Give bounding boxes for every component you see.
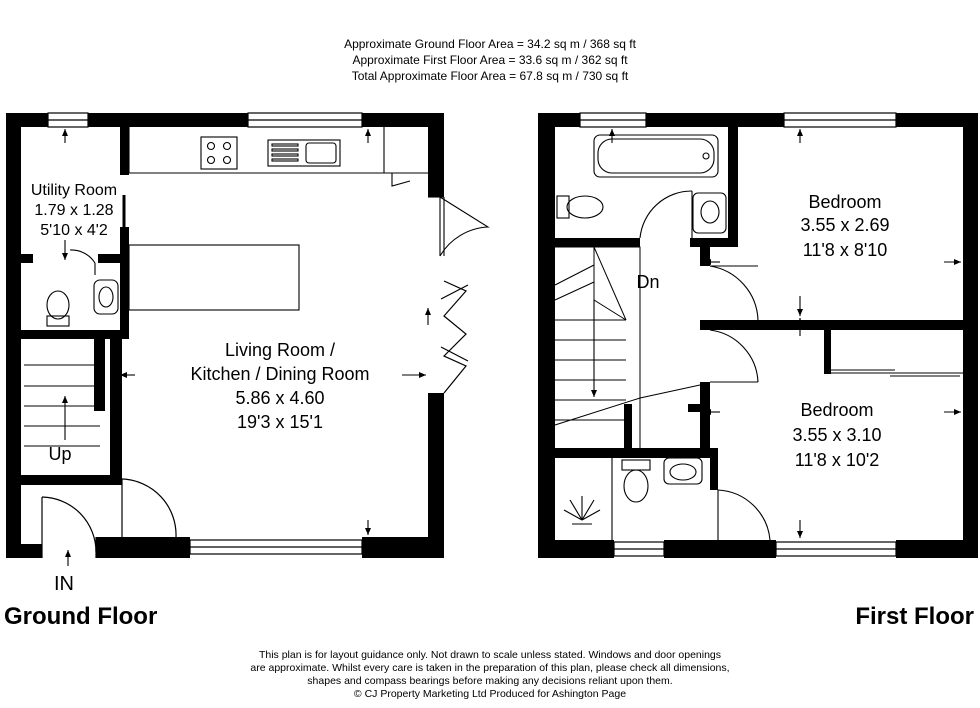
- copyright-line: © CJ Property Marketing Ltd Produced for Ashington Page: [353, 688, 627, 700]
- first-floor-title: First Floor: [855, 603, 974, 630]
- door-swing: [428, 197, 488, 256]
- disclaimer-line-2: are approximate. Whilst every care is taken in the preparation of this plan, please check all dimensions,: [250, 662, 730, 674]
- disclaimer-line-3: shapes and compass bearings before making any decisions reliant upon them.: [307, 675, 673, 687]
- living-room-imperial: 19'3 x 15'1: [237, 412, 323, 432]
- window: [190, 540, 362, 554]
- entrance-label: IN: [54, 573, 74, 595]
- utility-room-name: Utility Room: [30, 182, 118, 199]
- window: [248, 113, 362, 127]
- bedroom2-imperial: 11'8 x 10'2: [794, 450, 880, 470]
- living-room-metric: 5.86 x 4.60: [235, 388, 325, 408]
- door-swing: [122, 479, 176, 537]
- first-floor-area: Approximate First Floor Area = 33.6 sq m / 362 sq ft: [352, 53, 628, 67]
- utility-room-imperial: 5'10 x 4'2: [40, 222, 108, 239]
- living-room-name-line2: Kitchen / Dining Room: [190, 364, 370, 384]
- utility-room-metric: 1.79 x 1.28: [34, 202, 114, 219]
- bedroom2-metric: 3.55 x 3.10: [792, 425, 882, 445]
- window: [48, 113, 88, 127]
- disclaimer-line-1: This plan is for layout guidance only. Not drawn to scale unless stated. Windows and door openings: [258, 649, 722, 661]
- total-floor-area: Total Approximate Floor Area = 67.8 sq m / 730 sq ft: [351, 69, 629, 83]
- ground-floor-title: Ground Floor: [4, 603, 158, 630]
- bedroom1-name: Bedroom: [808, 192, 882, 212]
- bedroom1-imperial: 11'8 x 8'10: [802, 240, 888, 260]
- stairs-down-label: Dn: [636, 272, 660, 292]
- bedroom1-metric: 3.55 x 2.69: [800, 215, 890, 235]
- bedroom2-name: Bedroom: [800, 400, 874, 420]
- first-floor-plan: [538, 113, 978, 558]
- ground-floor-area: Approximate Ground Floor Area = 34.2 sq m / 368 sq ft: [344, 37, 636, 51]
- door-swing: [42, 497, 96, 558]
- living-room-name-line1: Living Room /: [224, 340, 336, 360]
- stairs-up-label: Up: [48, 444, 72, 464]
